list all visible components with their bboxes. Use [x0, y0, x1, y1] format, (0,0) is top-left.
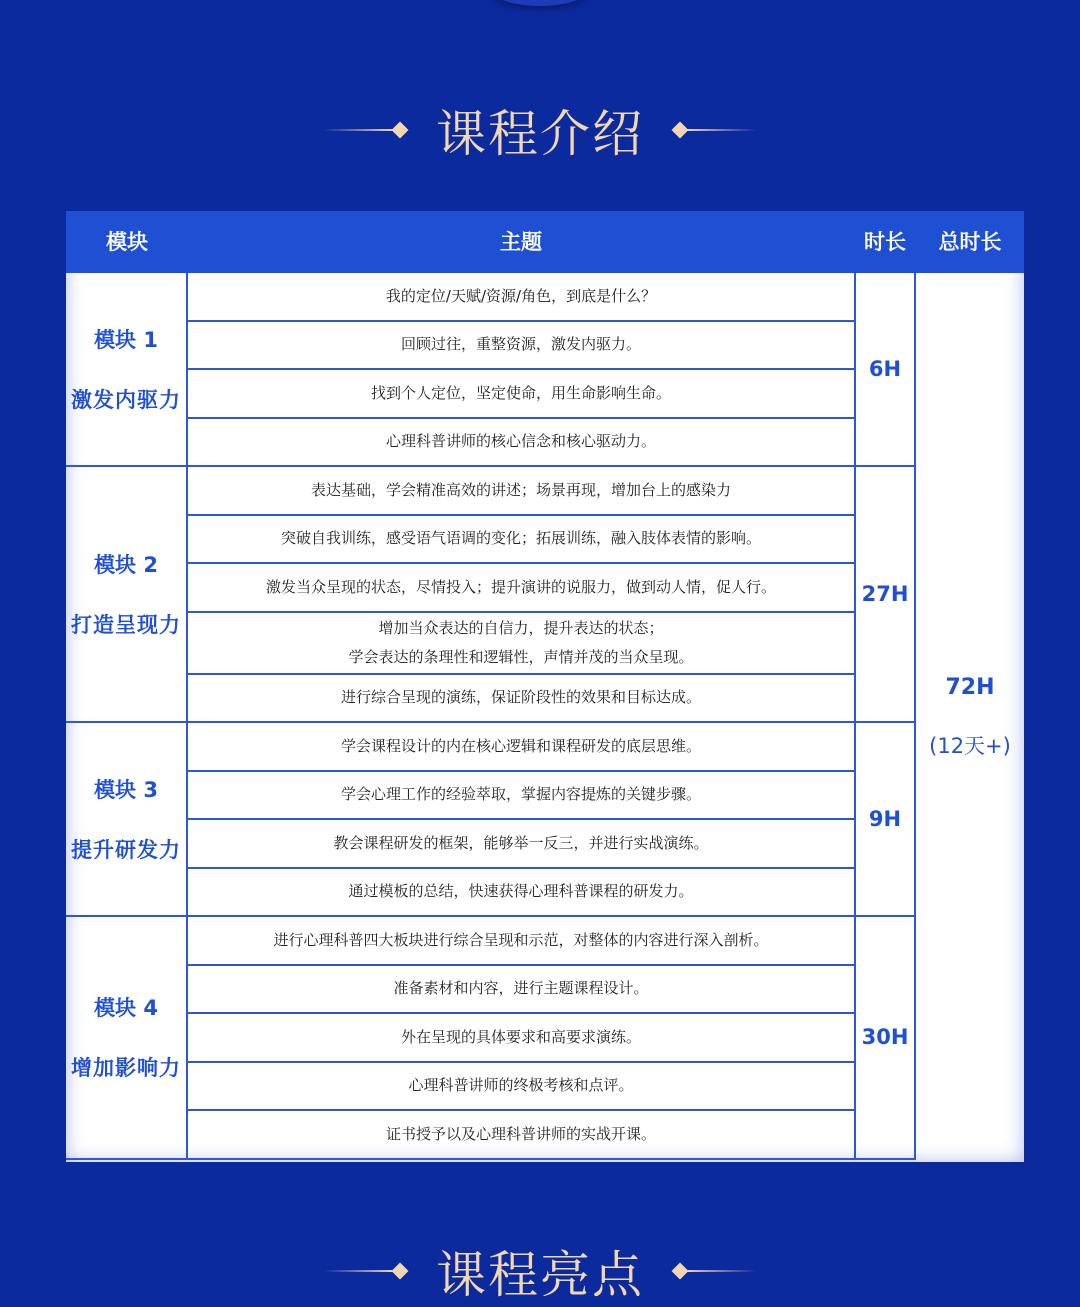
topic-cell: [188, 772, 854, 821]
total-duration-cell: [916, 273, 1024, 1162]
module-duration: 30H: [854, 917, 916, 1160]
module-name: 模块 2: [94, 553, 158, 577]
total-duration-note: (12天+): [929, 734, 1011, 758]
module-subtitle: 打造呈现力: [71, 613, 181, 637]
module-name: 模块 1: [94, 328, 158, 352]
topic-text: 回顾过往，重整资源，激发内驱力。: [400, 335, 641, 354]
topic-text: 找到个人定位，坚定使命，用生命影响生命。: [370, 383, 671, 402]
topic-cell: [188, 613, 854, 675]
title-ornament-right: [674, 124, 756, 136]
topic-text: 准备素材和内容，进行主题课程设计。: [393, 979, 649, 998]
topic-text: 我的定位/天赋/资源/角色，到底是什么？: [385, 286, 657, 305]
title-ornament-left: [324, 124, 406, 136]
topic-text: 激发当众呈现的状态，尽情投入；提升演讲的说服力，做到动人情，促人行。: [265, 577, 776, 596]
topic-text: 教会课程研发的框架，能够举一反三，并进行实战演练。: [333, 833, 709, 852]
topic-cell: [188, 1111, 854, 1160]
module-cell: [66, 723, 188, 917]
top-decoration: [490, 0, 590, 6]
topic-text: 外在呈现的具体要求和高要求演练。: [400, 1027, 641, 1046]
topic-cell: [188, 966, 854, 1015]
header-duration: 时长: [864, 230, 906, 254]
section-title-highlights: [0, 1236, 1080, 1306]
topic-text: 进行心理科普四大板块进行综合呈现和示范，对整体的内容进行深入剖析。: [273, 930, 769, 949]
module-cell: [66, 467, 188, 723]
total-duration-value: 72H: [945, 675, 995, 700]
module-duration: 27H: [854, 467, 916, 723]
module-name: 模块 3: [94, 778, 158, 802]
module-subtitle: 提升研发力: [71, 838, 181, 862]
topic-cell: [188, 820, 854, 869]
module-subtitle: 增加影响力: [71, 1056, 181, 1081]
topic-text: 证书授予以及心理科普讲师的实战开课。: [385, 1124, 656, 1143]
topic-text: 心理科普讲师的核心信念和核心驱动力。: [385, 432, 656, 451]
header-topic: 主题: [500, 230, 542, 254]
topic-text: 表达基础，学会精准高效的讲述；场景再现，增加台上的感染力: [310, 480, 731, 499]
topic-text: 通过模板的总结，快速获得心理科普课程的研发力。: [348, 882, 694, 901]
title-ornament-right: [674, 1265, 756, 1277]
topic-cell: [188, 564, 854, 613]
topic-cell: [188, 869, 854, 918]
section-title-intro: [0, 95, 1080, 165]
topic-cell: [188, 322, 854, 371]
topic-text: 学会表达的条理性和逻辑性，声情并茂的当众呈现。: [348, 647, 694, 666]
topic-text: 学会心理工作的经验萃取，掌握内容提炼的关键步骤。: [340, 785, 701, 804]
topic-cell: [188, 723, 854, 772]
topic-text: 增加当众表达的自信力，提升表达的状态；: [378, 618, 664, 637]
section-heading: 课程亮点: [436, 1246, 644, 1304]
module-duration: 9H: [854, 723, 916, 917]
module-subtitle: 激发内驱力: [71, 388, 181, 412]
topic-cell: [188, 917, 854, 966]
module-duration: 6H: [854, 273, 916, 467]
topic-cell: [188, 273, 854, 322]
module-cell: [66, 917, 188, 1160]
topic-text: 突破自我训练，感受语气语调的变化；拓展训练，融入肢体表情的影响。: [280, 529, 761, 548]
title-ornament-left: [324, 1265, 406, 1277]
module-name: 模块 4: [94, 996, 158, 1021]
topic-text: 学会课程设计的内在核心逻辑和课程研发的底层思维。: [340, 736, 701, 755]
module-cell: [66, 273, 188, 467]
topic-cell: [188, 419, 854, 468]
topic-text: 进行综合呈现的演练，保证阶段性的效果和目标达成。: [340, 688, 701, 707]
topic-text: 心理科普讲师的终极考核和点评。: [408, 1076, 634, 1095]
topic-cell: [188, 516, 854, 565]
topic-cell: [188, 1063, 854, 1112]
course-table: [66, 211, 1024, 1162]
topic-cell: [188, 370, 854, 419]
section-heading: 课程介绍: [436, 105, 644, 163]
topic-cell: [188, 467, 854, 516]
topic-cell: [188, 1014, 854, 1063]
header-total: 总时长: [938, 230, 1002, 254]
table-header: [66, 211, 1024, 273]
header-module: 模块: [106, 230, 148, 254]
topic-cell: [188, 675, 854, 724]
